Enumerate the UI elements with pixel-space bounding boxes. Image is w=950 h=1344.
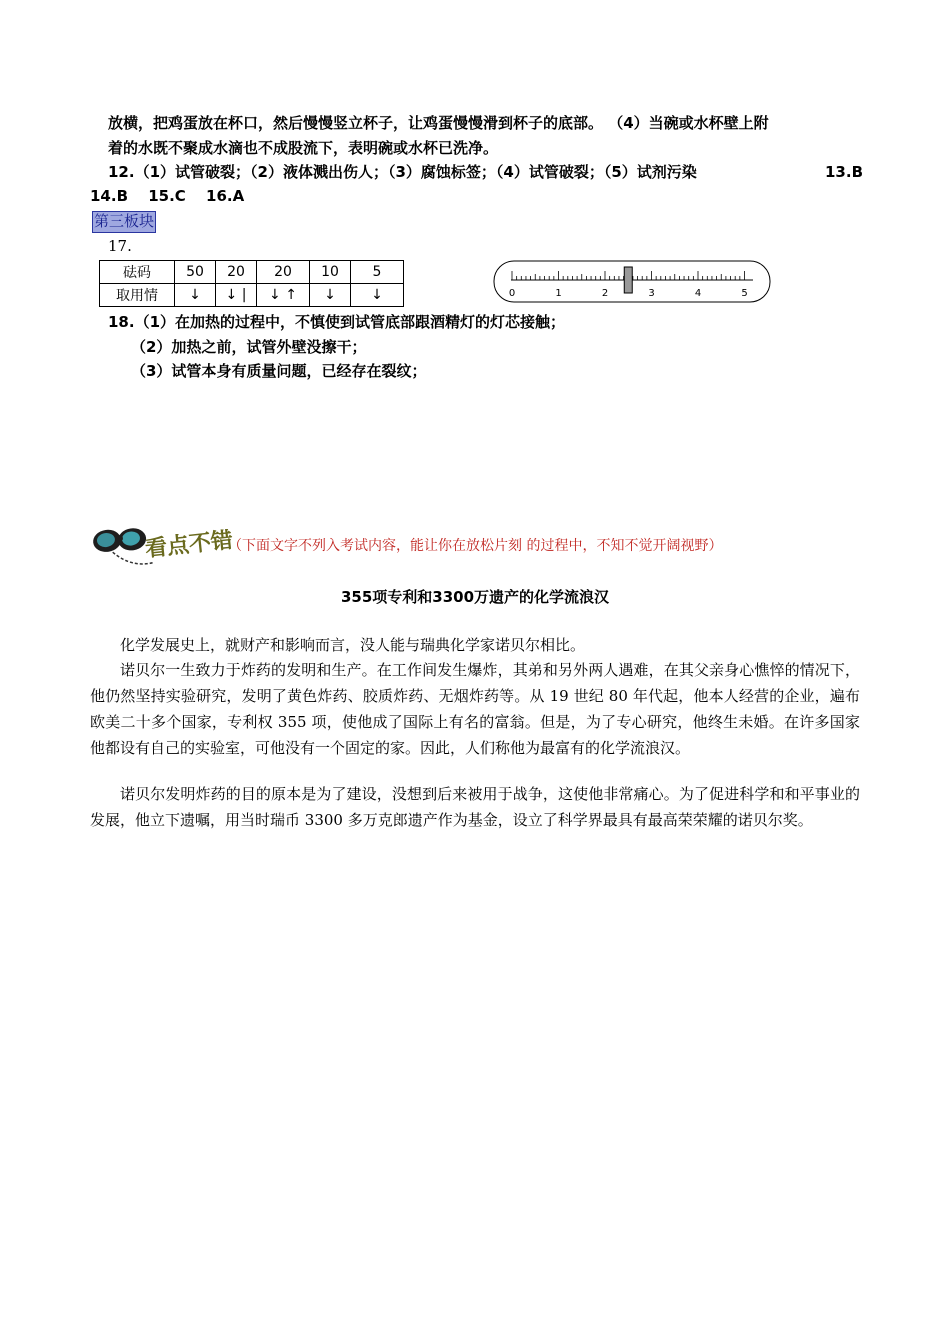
ruler-tick-label: 0: [508, 288, 516, 299]
answer-line-1: 放横，把鸡蛋放在杯口，然后慢慢竖立杯子，让鸡蛋慢慢滑到杯子的底部。 （4）当碗或水杯壁上附: [108, 114, 769, 132]
ruler-tick-label: 4: [694, 288, 702, 299]
weight-cell: 50: [175, 261, 216, 284]
answer-13: 13.B: [825, 163, 864, 181]
q17-label: 17.: [108, 237, 132, 255]
weight-cell: 20: [257, 261, 310, 284]
ruler-tick-label: 3: [648, 288, 655, 299]
section-tag[interactable]: 第三板块: [92, 211, 156, 233]
ruler-tick-label: 5: [741, 288, 748, 299]
feature-logo: [88, 516, 235, 582]
usage-cell: ↓: [310, 284, 351, 307]
q18-line-3: （3）试管本身有质量问题，已经存在裂纹；: [131, 362, 427, 380]
weights-table: [99, 260, 404, 307]
article-paragraph-1: 化学发展史上，就财产和影响而言，没人能与瑞典化学家诺贝尔相比。: [120, 636, 586, 654]
weight-cell: 10: [310, 261, 351, 284]
rider-marker[interactable]: [624, 267, 632, 293]
q18-line-2: （2）加热之前，试管外壁没擦干；: [131, 338, 367, 356]
usage-row: [100, 284, 404, 307]
answer-line-2: 着的水既不聚成水滴也不成股流下，表明碗或水杯已洗净。: [108, 139, 499, 157]
ruler-tick-label: 1: [555, 288, 562, 299]
answer-line-4: 14.B 15.C 16.A: [90, 187, 245, 205]
q18-line-1: 18.（1）在加热的过程中，不慎使到试管底部跟酒精灯的灯芯接触；: [108, 313, 566, 331]
weights-row: [100, 261, 404, 284]
ruler-tick-label: 2: [601, 288, 609, 299]
balance-ruler: [493, 260, 773, 308]
feature-note: （下面文字不列入考试内容，能让你在放松片刻 的过程中，不知不觉开阔视野）: [228, 538, 723, 554]
row-header-usage: 取用情: [100, 284, 175, 307]
usage-cell: ↓: [175, 284, 216, 307]
usage-cell: ↓ ↑: [257, 284, 310, 307]
weight-cell: 20: [216, 261, 257, 284]
row-header-weights: 砝码: [100, 261, 175, 284]
usage-cell: ↓ |: [216, 284, 257, 307]
usage-cell: ↓: [351, 284, 404, 307]
weight-cell: 5: [351, 261, 404, 284]
logo-text: 看点不错: [143, 527, 235, 563]
article-paragraph-3: 诺贝尔发明炸药的目的原本是为了建设，没想到后来被用于战争，这使他非常痛心。为了促进科学和和平事业的发展，他立下遗嘱，用当时瑞币 3300 多万克郎遗产作为基金，设立了科学界最具有最高荣荣耀的诺贝尔奖。: [90, 785, 860, 829]
ruler-graphic: [493, 260, 773, 304]
article-paragraph-2: 诺贝尔一生致力于炸药的发明和生产。在工作间发生爆炸，其弟和另外两人遇难，在其父亲身心憔悴的情况下，他仍然坚持实验研究，发明了黄色炸药、胶质炸药、无烟炸药等。从 19 世纪 80 年代起，他本人经营的企业，遍布欧美二十多个国家，专利权 355 项，使他成了国际上有名的富翁。但是，为了专心研究，他终生未婚。在许多国家他都设有自己的实验室，可他没有一个固定的家。因此，人们称他为最富有的化学流浪汉。: [90, 661, 860, 757]
answer-line-3: 12.（1）试管破裂；（2）液体溅出伤人；（3）腐蚀标签；（4）试管破裂；（5）试剂污染: [108, 163, 697, 181]
article-title: 355项专利和3300万遗产的化学流浪汉: [340, 588, 610, 606]
